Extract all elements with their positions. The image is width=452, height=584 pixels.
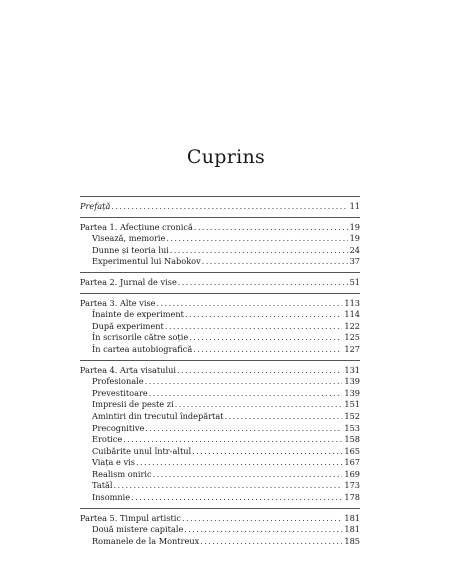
dot-leader xyxy=(193,344,342,356)
dot-leader xyxy=(145,423,342,435)
toc-subentry[interactable] xyxy=(80,233,360,245)
toc-subentry[interactable] xyxy=(80,399,360,411)
toc-page-number: 181 xyxy=(344,524,360,535)
toc-subentry[interactable] xyxy=(80,344,360,356)
toc-page-number: 51 xyxy=(349,276,360,287)
toc-entry-label: Realism oniric xyxy=(92,468,152,479)
toc-subentry[interactable] xyxy=(80,309,360,321)
toc-entry-label: Tatăl xyxy=(92,480,113,491)
dot-leader xyxy=(184,524,342,536)
dot-leader xyxy=(145,376,343,388)
toc-page-number: 19 xyxy=(349,233,360,244)
toc-subentry[interactable] xyxy=(80,332,360,344)
toc-subentry[interactable] xyxy=(80,480,360,492)
toc-entry-label: Partea 2. Jurnal de vise xyxy=(80,276,177,287)
toc-entry[interactable] xyxy=(80,201,360,213)
dot-leader xyxy=(178,277,348,289)
toc-entry-label: Erotice xyxy=(92,434,123,445)
dot-leader xyxy=(131,492,342,504)
dot-leader xyxy=(153,469,343,481)
toc-subentry[interactable] xyxy=(80,434,360,446)
toc-entry-label: Visează, memorie xyxy=(92,233,166,244)
toc-entry-label: Profesionale xyxy=(92,376,144,387)
toc-entry[interactable] xyxy=(80,298,360,310)
toc-subentry[interactable] xyxy=(80,388,360,400)
toc-page-number: 19 xyxy=(349,221,360,232)
toc-page-number: 122 xyxy=(344,320,360,331)
dot-leader xyxy=(194,222,348,234)
toc-page-number: 169 xyxy=(344,468,360,479)
toc-page-number: 165 xyxy=(344,445,360,456)
toc-subentry[interactable] xyxy=(80,321,360,333)
toc-entry-label: În cartea autobiografică xyxy=(92,343,193,354)
toc-page-number: 178 xyxy=(344,492,360,503)
toc-entry-label: Precognitive xyxy=(92,422,145,433)
toc-page-number: 158 xyxy=(344,434,360,445)
dot-leader xyxy=(225,411,343,423)
toc-section xyxy=(80,361,360,508)
toc-section xyxy=(80,273,360,293)
toc-page-number: 181 xyxy=(344,512,360,523)
toc-entry-label: Impresii de peste zi xyxy=(92,399,174,410)
page-title: Cuprins xyxy=(186,146,266,168)
toc-subentry[interactable] xyxy=(80,245,360,257)
toc-subentry[interactable] xyxy=(80,411,360,423)
toc-page-number: 167 xyxy=(344,457,360,468)
dot-leader xyxy=(123,434,342,446)
toc-subentry[interactable] xyxy=(80,376,360,388)
dot-leader xyxy=(185,309,342,321)
toc-page-number: 127 xyxy=(344,343,360,354)
toc-entry-label: Partea 5. Timpul artistic xyxy=(80,512,181,523)
dot-leader xyxy=(202,256,348,268)
toc-entry[interactable] xyxy=(80,365,360,377)
dot-leader xyxy=(114,480,343,492)
toc-entry-label: Partea 3. Alte vise xyxy=(80,297,156,308)
dot-leader xyxy=(111,201,347,213)
toc-entry-label: Partea 1. Afecțiune cronică xyxy=(80,221,193,232)
toc-subentry[interactable] xyxy=(80,492,360,504)
toc-subentry[interactable] xyxy=(80,524,360,536)
dot-leader xyxy=(157,298,343,310)
toc-subentry[interactable] xyxy=(80,423,360,435)
toc-page-number: 113 xyxy=(344,297,360,308)
toc-entry-label: După experiment xyxy=(92,320,164,331)
toc-page-number: 153 xyxy=(344,422,360,433)
toc-page-number: 37 xyxy=(349,256,360,267)
dot-leader xyxy=(177,365,342,377)
toc-entry-label: Două mistere capitale xyxy=(92,524,184,535)
toc-page-number: 131 xyxy=(344,364,360,375)
toc-section xyxy=(80,509,360,552)
toc-subentry[interactable] xyxy=(80,457,360,469)
dot-leader xyxy=(200,536,342,548)
toc-page-number: 125 xyxy=(344,332,360,343)
toc-page-number: 114 xyxy=(344,309,360,320)
toc-entry-label: Viața e vis xyxy=(92,457,135,468)
dot-leader xyxy=(175,399,343,411)
toc-subentry[interactable] xyxy=(80,446,360,458)
toc-subentry[interactable] xyxy=(80,469,360,481)
toc-entry-label: Insomnie xyxy=(92,492,131,503)
table-of-contents xyxy=(80,196,360,551)
dot-leader xyxy=(166,233,347,245)
dot-leader xyxy=(189,332,342,344)
dot-leader xyxy=(170,245,348,257)
toc-section xyxy=(80,218,360,272)
toc-page-number: 24 xyxy=(349,244,360,255)
toc-entry-label: Prefață xyxy=(80,201,111,211)
toc-page-number: 139 xyxy=(344,376,360,387)
toc-entry-label: Partea 4. Arta visatului xyxy=(80,364,176,375)
toc-page-number: 139 xyxy=(344,387,360,398)
toc-subentry[interactable] xyxy=(80,256,360,268)
toc-entry-label: În scrisorile către soție xyxy=(92,332,189,343)
dot-leader xyxy=(192,446,342,458)
toc-entry[interactable] xyxy=(80,277,360,289)
toc-entry-label: Dunne și teoria lui xyxy=(92,244,169,255)
toc-entry-label: Cuibărite unul într-altul xyxy=(92,445,192,456)
toc-entry-label: Amintiri din trecutul îndepărtat xyxy=(92,410,224,421)
toc-page-number: 11 xyxy=(349,201,360,211)
dot-leader xyxy=(182,513,342,525)
toc-entry-label: Prevestitoare xyxy=(92,387,148,398)
toc-entry-label: Înainte de experiment xyxy=(92,309,184,320)
dot-leader xyxy=(136,457,342,469)
toc-entry[interactable] xyxy=(80,222,360,234)
toc-subentry[interactable] xyxy=(80,536,360,548)
toc-page-number: 185 xyxy=(344,535,360,546)
toc-entry-label: Experimentul lui Nabokov xyxy=(92,256,201,267)
toc-entry-label: Romanele de la Montreux xyxy=(92,535,200,546)
toc-page-number: 173 xyxy=(344,480,360,491)
dot-leader xyxy=(149,388,343,400)
toc-page-number: 152 xyxy=(344,410,360,421)
toc-section xyxy=(80,294,360,360)
toc-page-number: 151 xyxy=(344,399,360,410)
toc-section xyxy=(80,197,360,217)
dot-leader xyxy=(165,321,343,333)
toc-entry[interactable] xyxy=(80,513,360,525)
